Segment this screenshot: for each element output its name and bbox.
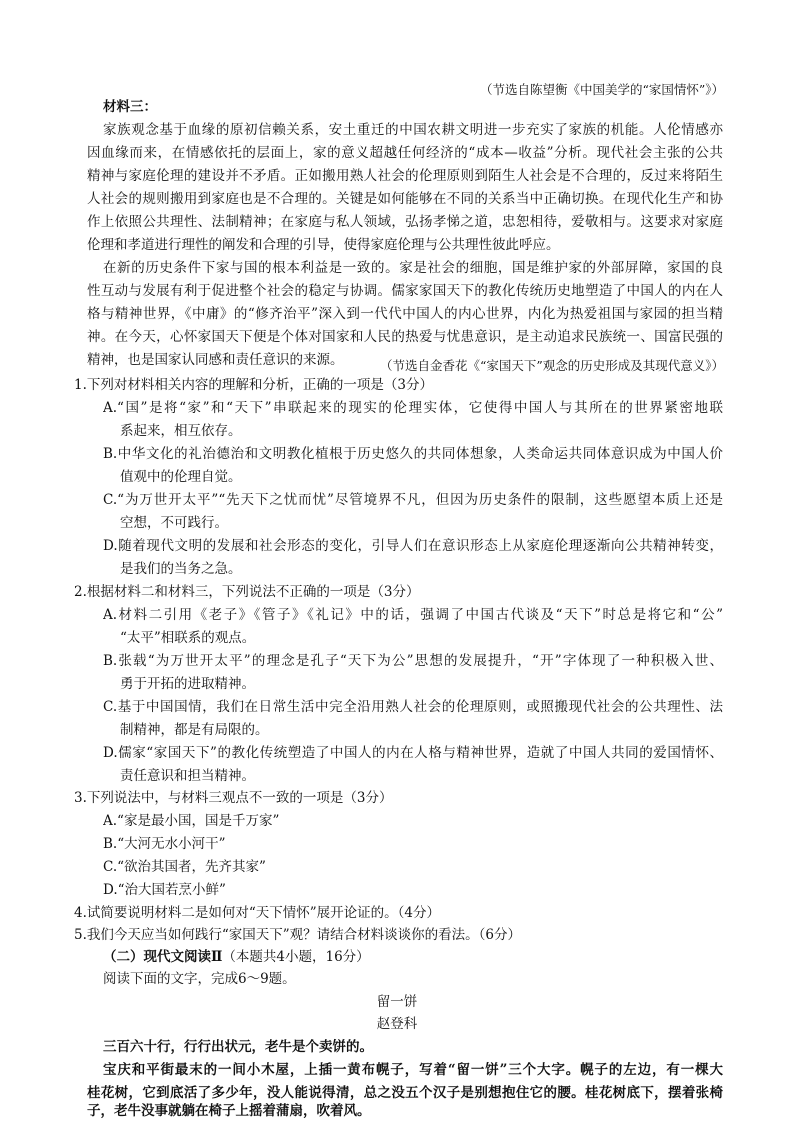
option-d-cont: 责任意识和担当精神。 [120,768,255,784]
option-d-cont: 是我们的当务之急。 [120,561,242,577]
question-stem: 1.下列对材料相关内容的理解和分析，正确的一项是（3分） [74,377,433,393]
option-c: C.基于中国国情，我们在日常生活中完全沿用熟人社会的伦理原则，或照搬现代社会的公共理性、法 [103,699,723,715]
story-line: 三百六十行，行行出状元，老牛是个卖饼的。 [103,1039,373,1055]
question-stem: 2.根据材料二和材料三，下列说法不正确的一项是（3分） [74,584,420,600]
section-note: （本题共4小题，16分） [222,949,370,965]
option-b: B.“大河无水小河干” [103,836,226,852]
option-c-cont: 制精神，都是有局限的。 [120,722,269,738]
material3-heading: 材料三： [103,99,157,115]
paragraph-line: 精神与家庭伦理的建设并不矛盾。正如搬用熟人社会的伦理原则到陌生人社会是不合理的，反过来将陌生 [87,168,723,184]
option-c: C.“欲治其国者，先齐其家” [103,859,266,875]
paragraph-line: 人社会的规则搬用到家庭也是不合理的。关键是如何能够在不同的关系当中正确切换。在现代化生产和协 [87,191,723,207]
paragraph-line: 伦理和孝道进行理性的阐发和合理的引导，使得家庭伦理与公共理性彼此呼应。 [87,237,560,253]
question-5: 5.我们今天应当如何践行“家国天下”观？请结合材料谈谈你的看法。（6分） [74,927,522,943]
option-a: A.“家是最小国，国是千万家” [103,813,280,829]
option-a: A.材料二引用《老子》《管子》《礼记》中的话，强调了中国古代谈及“天下”时总是将它和“公” [103,607,723,623]
option-b: B.中华文化的礼治德治和文明教化植根于历史悠久的共同体想象，人类命运共同体意识成为中国人价 [103,446,723,462]
reading-instruction: 阅读下面的文字，完成6～9题。 [103,971,296,987]
option-c: C.“为万世开太平”“先天下之忧而忧”尽管境界不凡，但因为历史条件的限制，这些愿望本质上还是 [103,492,723,508]
paragraph-line: 精神，也是国家认同感和责任意识的来源。 [87,352,344,368]
option-a-cont: “太平”相联系的观点。 [120,630,256,646]
story-line: 子，老牛没事就躺在椅子上摇着蒲扇，吹着风。 [87,1103,371,1119]
source-citation-2: （节选自金香花《“家国天下”观念的历史形成及其现代意义》） [379,358,724,373]
section-label: （二）现代文阅读Ⅱ [103,949,223,965]
paragraph-line: 性互动与发展有利于促进整个社会的稳定与协调。儒家家国天下的教化传统历史地塑造了中国人的内在人 [87,283,723,299]
story-line: 宝庆和平街最末的一间小木屋，上插一黄布幌子，写着“留一饼”三个大字。幌子的左边，有一棵大 [103,1062,723,1078]
story-title: 留一饼 [376,994,418,1010]
paragraph-line: 因血缘而来，在情感依托的层面上，家的意义超越任何经济的“成本—收益”分析。现代社会主张的公共 [87,145,723,161]
option-b-cont: 值观中的伦理自觉。 [120,469,242,485]
paragraph-line: 格与精神世界，《中庸》的“修齐治平”深入到一代代中国人的内心世界，内化为热爱祖国与家园的担当精 [87,306,723,322]
story-author: 赵登科 [376,1016,418,1032]
question-stem: 3.下列说法中，与材料三观点不一致的一项是（3分） [74,790,393,806]
option-b-cont: 勇于开拓的进取精神。 [120,676,255,692]
option-d: D.儒家“家国天下”的教化传统塑造了中国人的内在人格与精神世界，造就了中国人共同的爱国情怀、 [103,745,723,761]
option-b: B.张载“为万世开太平”的理念是孔子“天下为公”思想的发展提升，“开”字体现了一种积极入世、 [103,653,723,669]
option-c-cont: 空想，不可践行。 [120,515,228,531]
source-citation-1: （节选自陈望衡《中国美学的“家国情怀”》） [479,82,724,97]
option-a: A.“国”是将“家”和“天下”串联起来的现实的伦理实体，它使得中国人与其所在的世界紧密地联 [103,400,723,416]
paragraph-line: 在新的历史条件下家与国的根本利益是一致的。家是社会的细胞，国是维护家的外部屏障，家国的良 [103,260,723,276]
paragraph-line: 作上依照公共理性、法制精神；在家庭与私人领域，弘扬孝悌之道，忠恕相待，爱敬相与。这要求对家庭 [87,214,723,230]
option-a-cont: 系起来，相互依存。 [120,423,242,439]
section-heading [103,946,603,968]
question-4: 4.试简要说明材料二是如何对“天下情怀”展开论证的。（4分） [74,905,441,921]
paragraph-line: 神。在今天，心怀家国天下便是个体对国家和人民的热爱与忧患意识，是主动追求民族统一、国富民强的 [87,329,723,345]
paragraph-line: 家族观念基于血缘的原初信赖关系，安土重迁的中国农耕文明进一步充实了家族的机能。人伦情感亦 [103,122,723,138]
option-d: D.随着现代文明的发展和社会形态的变化，引导人们在意识形态上从家庭伦理逐渐向公共精神转变， [103,538,723,554]
option-d: D.“治大国若烹小鲜” [103,882,226,898]
story-line: 桂花树，它到底活了多少年，没人能说得清，总之没五个汉子是别想抱住它的腰。桂花树底下，摆着张椅 [87,1085,723,1101]
